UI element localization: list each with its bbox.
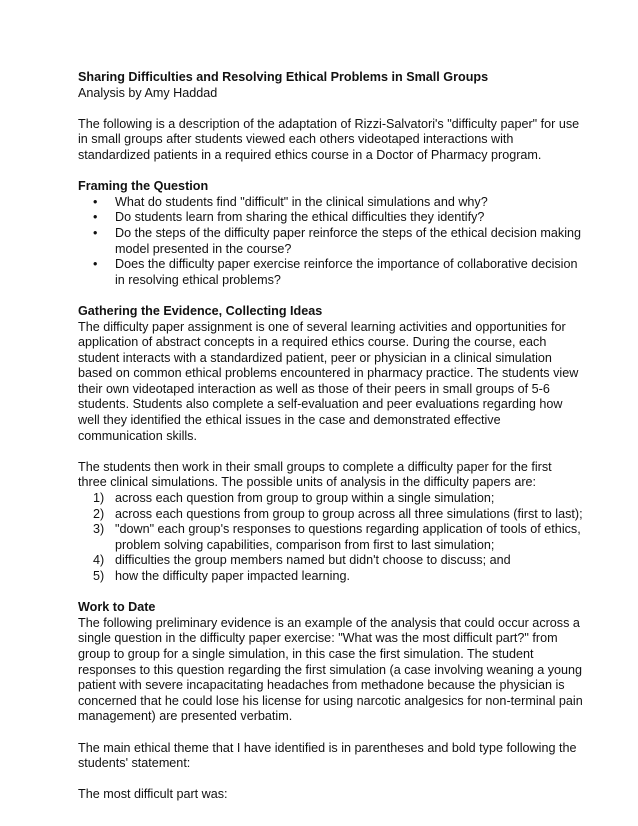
spacer	[78, 101, 583, 117]
list-item	[78, 226, 583, 257]
list-item	[78, 195, 583, 211]
list-item-text: Do the steps of the difficulty paper reinforce the steps of the ethical decision making model presented in the course?	[115, 225, 581, 256]
bullet-icon: •	[93, 194, 98, 209]
list-number: 2)	[93, 506, 105, 521]
units-of-analysis-list	[78, 491, 583, 585]
work-paragraph: The following preliminary evidence is an example of the analysis that could occur across a single question in the difficulty paper exercise: "What was the most difficult part?" from group to group for a single simulation, in this case the first simulation. The student responses to this question regarding the first simulation (a case involving weaning a young patient with severe incapacitating headaches from methadone because the physician is concerned that he could lose his license for using narcotic analgesics for non-terminal pain management) are presented verbatim.	[78, 615, 583, 724]
work-heading: Work to Date	[78, 600, 156, 615]
document-title: Sharing Difficulties and Resolving Ethical Problems in Small Groups	[78, 70, 489, 84]
spacer	[78, 164, 583, 180]
framing-question-list	[78, 195, 583, 289]
list-number: 4)	[93, 553, 105, 568]
bullet-icon: •	[93, 225, 98, 240]
list-item	[78, 491, 583, 507]
list-item	[78, 553, 583, 569]
list-item-text: Does the difficulty paper exercise reinforce the importance of collaborative decision in resolving ethical problems?	[115, 257, 578, 287]
list-item-text: across each questions from group to group across all three simulations (first to last);	[115, 506, 583, 521]
work-paragraph: The main ethical theme that I have identified is in parentheses and bold type following the students' statement:	[78, 740, 577, 771]
document-author: Analysis by Amy Haddad	[78, 85, 218, 100]
list-item-text: how the difficulty paper impacted learning.	[115, 569, 350, 583]
gathering-heading: Gathering the Evidence, Collecting Ideas	[78, 303, 323, 318]
list-item-text: "down" each group's responses to questions regarding application of tools of ethics, problem solving capabilities, comparison from first to last simulation;	[115, 522, 581, 552]
bullet-icon: •	[93, 257, 98, 272]
spacer	[78, 725, 583, 741]
spacer	[78, 772, 583, 788]
document-page	[78, 70, 583, 803]
list-item-text: What do students find "difficult" in the clinical simulations and why?	[115, 194, 488, 209]
intro-paragraph: The following is a description of the adaptation of Rizzi-Salvatori's "difficulty paper" for use in small groups after students viewed each others videotaped interactions with standardized patients in a required ethics course in a Doctor of Pharmacy program.	[78, 116, 580, 162]
spacer	[78, 444, 583, 460]
list-item	[78, 507, 583, 523]
list-item-text: across each question from group to group within a single simulation;	[115, 491, 495, 506]
list-item	[78, 522, 583, 553]
work-paragraph: The most difficult part was:	[78, 787, 228, 802]
list-number: 5)	[93, 569, 105, 583]
list-item-text: difficulties the group members named but didn't choose to discuss; and	[115, 553, 511, 568]
list-item	[78, 257, 583, 288]
bullet-icon: •	[93, 210, 98, 225]
list-item-text: Do students learn from sharing the ethical difficulties they identify?	[115, 210, 485, 225]
spacer	[78, 288, 583, 304]
spacer	[78, 585, 583, 601]
gathering-paragraph: The students then work in their small groups to complete a difficulty paper for the first three clinical simulations. The possible units of analysis in the difficulty papers are:	[78, 459, 552, 490]
framing-heading: Framing the Question	[78, 179, 209, 194]
list-item	[78, 210, 583, 226]
list-number: 3)	[93, 522, 105, 537]
gathering-paragraph: The difficulty paper assignment is one of several learning activities and opportunities for application of abstract concepts in a required ethics course. During the course, each student interacts with a standardized patient, peer or physician in a clinical simulation based on common ethical problems encountered in pharmacy practice. The students view their own videotaped interaction as well as those of their peers in small groups of 5-6 students. Students also complete a self-evaluation and peer evaluations regarding how well they identified the ethical issues in the case and demonstrated effective communication skills.	[78, 319, 579, 443]
list-number: 1)	[93, 491, 105, 506]
list-item	[78, 569, 583, 585]
